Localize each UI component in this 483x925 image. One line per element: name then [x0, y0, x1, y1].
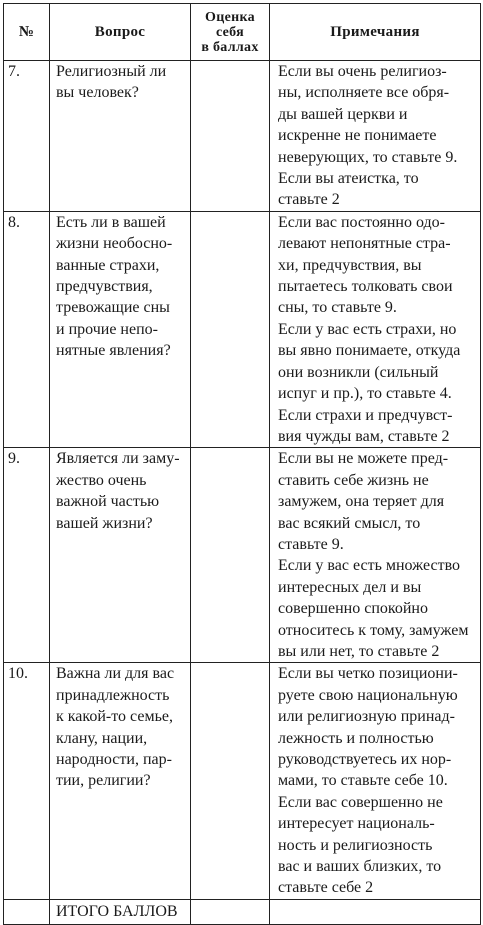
questionnaire-table — [3, 3, 481, 925]
header-score: Оценка себя в баллах — [191, 4, 270, 61]
question-text: Есть ли в вашей жизни необосно- ванные страхи, предчувствия, тревожащие сны и прочие непо- нятные явления? — [50, 211, 191, 447]
total-label: ИТОГО БАЛЛОВ — [50, 899, 191, 924]
total-score-cell[interactable] — [191, 899, 270, 924]
notes-text: Если вы очень религиоз- ны, исполняете все обря- ды вашей церкви и искренне не понимаете неверующих, то ставьте 9. Если вы атеистка, то ставьте 2 — [270, 61, 481, 212]
table-row — [4, 211, 481, 447]
header-question: Вопрос — [50, 4, 191, 61]
notes-text: Если вы не можете пред- ставить себе жизнь не замужем, она теряет для вас всякий смысл, то ставьте 9. Если у вас есть множество интересных дел и вы совершенно спокойно относитесь к тому, замужем вы или нет, то ставьте 2 — [270, 448, 481, 663]
header-number: № — [4, 4, 50, 61]
question-text: Религиозный ли вы человек? — [50, 61, 191, 212]
question-text: Важна ли для вас принадлежность к какой-то семье, клану, нации, народности, пар- тии, религии? — [50, 663, 191, 899]
total-row — [4, 899, 481, 924]
score-cell[interactable] — [191, 663, 270, 899]
question-text: Является ли заму- жество очень важной частью вашей жизни? — [50, 448, 191, 663]
score-cell[interactable] — [191, 61, 270, 212]
table-header-row — [4, 4, 481, 61]
row-number: 8. — [4, 211, 50, 447]
table-row — [4, 61, 481, 212]
notes-text: Если вы четко позициони- руете свою национальную или религиозную принад- лежность и полностью руководствуетесь их нор- мами, то ставьте себе 10. Если вас совершенно не интересует националь- ность и религиозность вас и ваших близких, то ставьте себе 2 — [270, 663, 481, 899]
notes-text: Если вас постоянно одо- левают непонятные стра- хи, предчувствия, вы пытаетесь толковать свои сны, то ставьте 9. Если у вас есть страхи, но вы явно понимаете, откуда они возникли (сильный испуг и пр.), то ставьте 4. Если страхи и предчувст- вия чужды вам, ставьте 2 — [270, 211, 481, 447]
total-notes-cell — [270, 899, 481, 924]
row-number: 9. — [4, 448, 50, 663]
row-number: 7. — [4, 61, 50, 212]
header-notes: Примечания — [270, 4, 481, 61]
score-cell[interactable] — [191, 448, 270, 663]
score-cell[interactable] — [191, 211, 270, 447]
row-number: 10. — [4, 663, 50, 899]
total-number-cell — [4, 899, 50, 924]
table-row — [4, 663, 481, 899]
table-row — [4, 448, 481, 663]
